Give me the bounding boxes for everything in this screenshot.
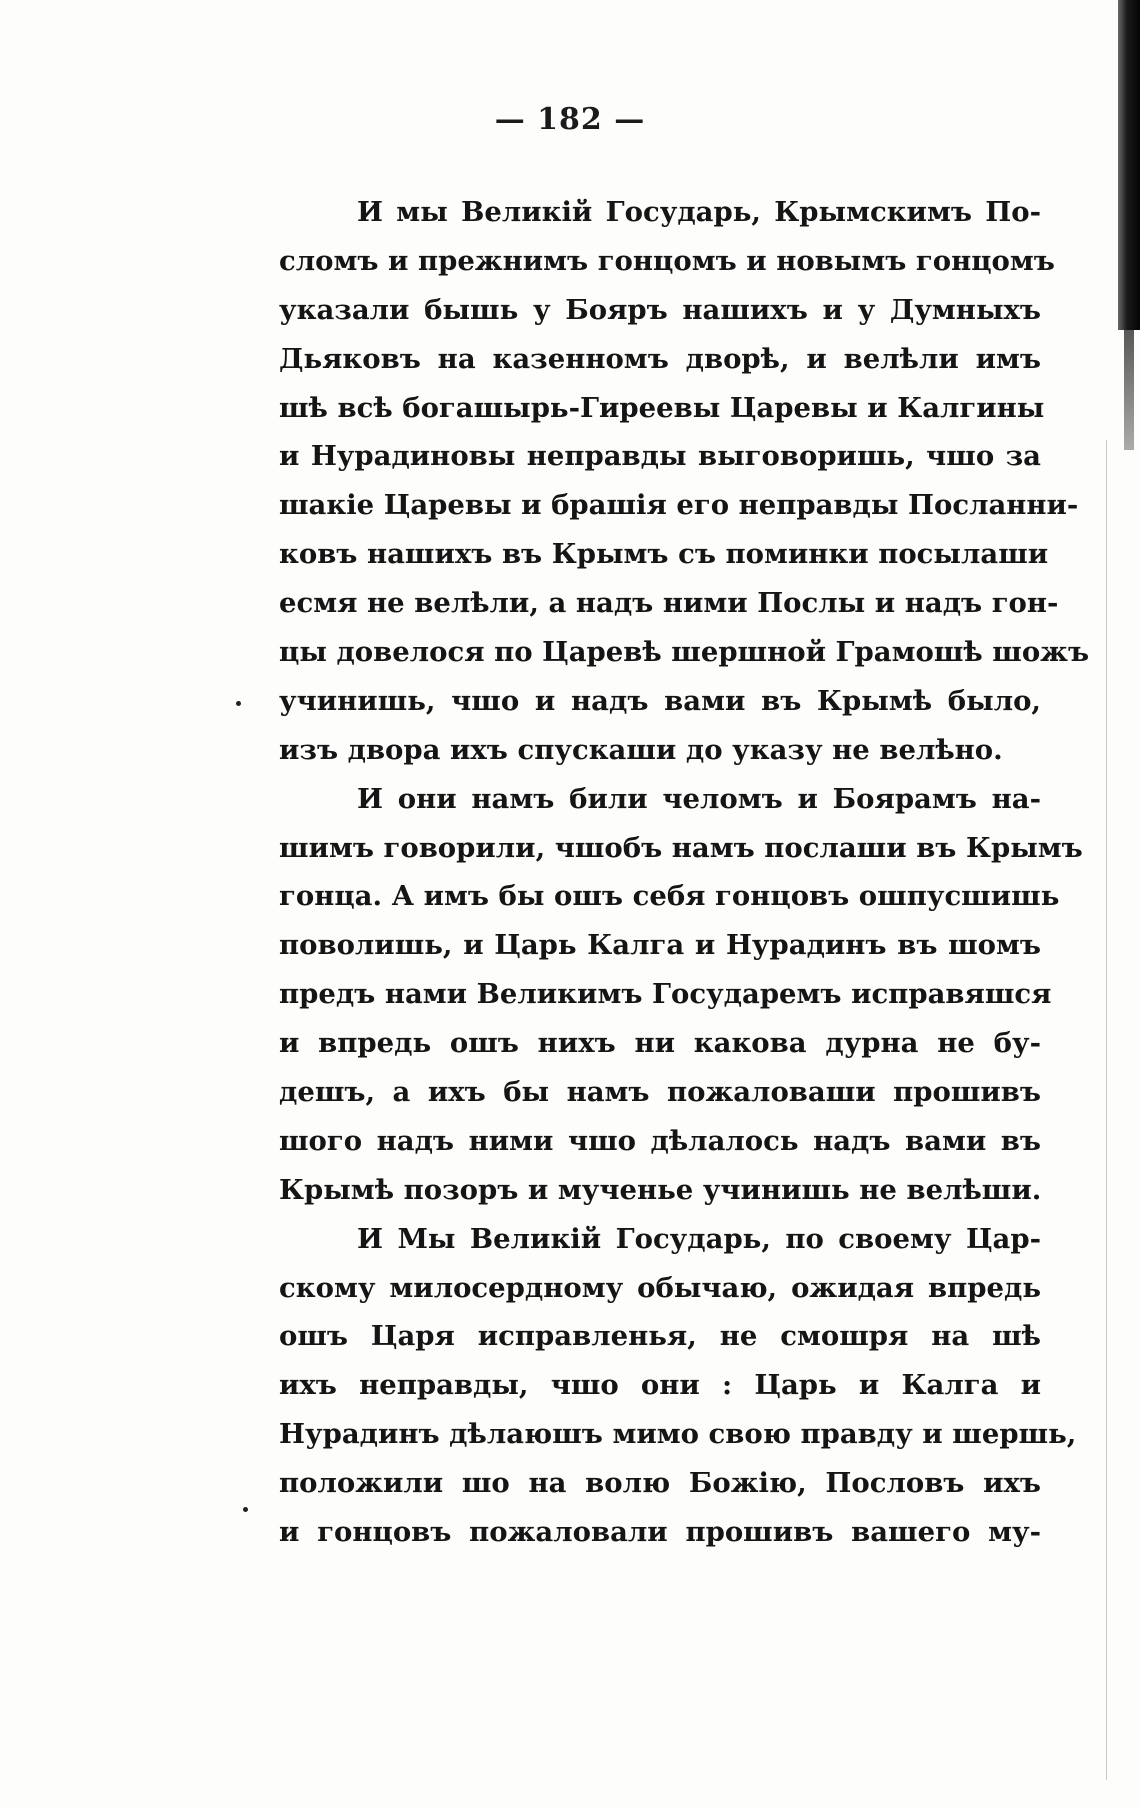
- ink-speck: [243, 1507, 248, 1512]
- scan-edge-shadow: [1118, 0, 1140, 330]
- text-line: Крымѣ позоръ и мученье учинишь не велѣши.: [279, 1173, 1042, 1206]
- text-line: и Нурадиновы неправды выговоришь, чшо за: [279, 440, 1041, 473]
- text-line: учинишь, чшо и надъ вами въ Крымѣ было,: [279, 684, 1041, 717]
- text-line: Нурадинъ дѣлаюшъ мимо свою правду и шершь,: [279, 1418, 1077, 1451]
- text-line: предъ нами Великимъ Государемъ исправяшся: [279, 978, 1052, 1011]
- text-line: шакіе Царевы и брашія его неправды Посланни-: [279, 489, 1079, 522]
- text-line: гонца. А имъ бы ошъ себя гонцовъ ошпусшишь: [279, 880, 1060, 913]
- text-line: положили шо на волю Божію, Пословъ ихъ: [279, 1467, 1041, 1500]
- text-line: указали бышь у Бояръ нашихъ и у Думныхъ: [279, 293, 1041, 326]
- text-line: сломъ и прежнимъ гонцомъ и новымъ гонцомъ: [279, 244, 1055, 277]
- text-line: ихъ неправды, чшо они : Царь и Калга и: [279, 1369, 1041, 1402]
- text-line: цы довелося по Царевѣ шершной Грамошѣ шожъ: [279, 636, 1090, 669]
- text-line: поволишь, и Царь Калга и Нурадинъ въ шомъ: [279, 929, 1041, 962]
- ink-speck: [236, 701, 241, 706]
- text-line: дешъ, а ихъ бы намъ пожаловаши прошивъ: [279, 1076, 1041, 1109]
- body-text: [279, 188, 1090, 1557]
- text-line: И Мы Великій Государь, по своему Цар-: [357, 1222, 1041, 1255]
- text-line: скому милосердному обычаю, ожидая впредь: [279, 1271, 1041, 1304]
- text-line: шого надъ ними чшо дѣлалось надъ вами въ: [279, 1124, 1041, 1157]
- text-line: И мы Великій Государь, Крымскимъ По-: [357, 196, 1041, 228]
- text-line: изъ двора ихъ спускаши до указу не велѣно.: [279, 733, 1003, 766]
- text-line: И они намъ били челомъ и Боярамъ на-: [357, 782, 1041, 815]
- scan-edge-shadow-lower: [1124, 330, 1134, 450]
- text-line: есмя не велѣли, а надъ ними Послы и надъ гон-: [279, 587, 1059, 620]
- text-line: шимъ говорили, чшобъ намъ послаши въ Крымъ: [279, 831, 1083, 864]
- scan-edge-line: [1106, 440, 1107, 1780]
- page-number: — 182 —: [494, 102, 646, 137]
- text-line: Дьяковъ на казенномъ дворѣ, и велѣли имъ: [279, 342, 1041, 375]
- text-line: шѣ всѣ богашырь-Гиреевы Царевы и Калгины: [279, 391, 1045, 424]
- text-line: и впредь ошъ нихъ ни какова дурна не бу-: [279, 1027, 1041, 1060]
- text-line: ковъ нашихъ въ Крымъ съ поминки посылаши: [279, 538, 1049, 571]
- text-line: ошъ Царя исправленья, не смошря на шѣ: [279, 1320, 1041, 1353]
- text-line: и гонцовъ пожаловали прошивъ вашего му-: [279, 1516, 1041, 1549]
